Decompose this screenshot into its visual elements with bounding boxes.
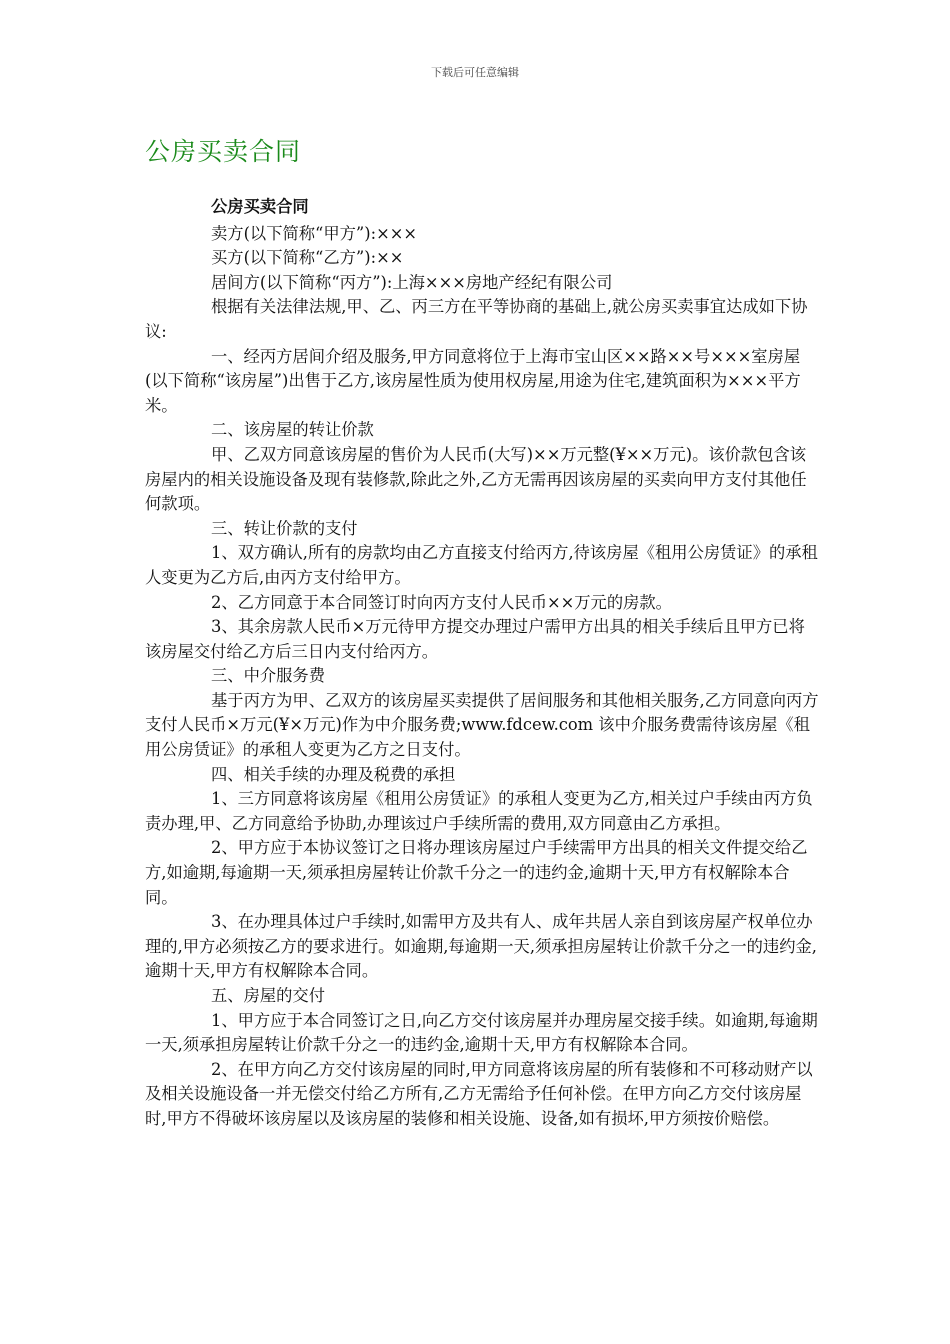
seller-line: 卖方(以下简称“甲方”):××× <box>211 223 418 243</box>
section-heading-service-fee: 三、中介服务费 <box>211 666 325 686</box>
intermediary-line: 居间方(以下简称“丙方”):上海×××房地产经纪有限公司 <box>211 272 613 292</box>
section-heading-procedures: 四、相关手续的办理及税费的承担 <box>211 764 456 784</box>
contract-subtitle: 公房买卖合同 <box>211 197 309 216</box>
delivery-item-1: 1、甲方应于本合同签订之日,向乙方交付该房屋并办理房屋交接手续。如逾期,每逾期一天,须承担房屋转让价款千分之一的违约金,逾期十天,甲方有权解除本合同。 <box>145 1010 818 1055</box>
section-heading-payment: 三、转让价款的支付 <box>211 518 358 538</box>
payment-item-3: 3、其余房款人民币×万元待甲方提交办理过户需甲方出具的相关手续后且甲方已将该房屋交付给乙方后三日内支付给丙方。 <box>145 617 805 661</box>
buyer-line: 买方(以下简称“乙方”):×× <box>211 248 404 268</box>
contract-body <box>145 195 820 1132</box>
procedures-item-2: 2、甲方应于本协议签订之日将办理该房屋过户手续需甲方出具的相关文件提交给乙方,如逾期,每逾期一天,须承担房屋转让价款千分之一的违约金,逾期十天,甲方有权解除本合同。 <box>145 838 808 907</box>
procedures-item-1: 1、三方同意将该房屋《租用公房赁证》的承租人变更为乙方,相关过户手续由丙方负责办理,甲、乙方同意给予协助,办理该过户手续所需的费用,双方同意由乙方承担。 <box>145 789 813 833</box>
payment-item-1: 1、双方确认,所有的房款均由乙方直接支付给丙方,待该房屋《租用公房赁证》的承租人变更为乙方后,由丙方支付给甲方。 <box>145 543 818 587</box>
procedures-item-3: 3、在办理具体过户手续时,如需甲方及共有人、成年共居人亲自到该房屋产权单位办理的,甲方必须按乙方的要求进行。如逾期,每逾期一天,须承担房屋转让价款千分之一的违约金,逾期十天,甲方有权解除本合同。 <box>145 912 817 981</box>
section-heading-delivery: 五、房屋的交付 <box>211 986 325 1005</box>
payment-item-2: 2、乙方同意于本合同签订时向丙方支付人民币××万元的房款。 <box>211 592 672 612</box>
service-fee-paragraph: 基于丙方为甲、乙双方的该房屋买卖提供了居间服务和其他相关服务,乙方同意向丙方支付人民币×万元(¥×万元)作为中介服务费;www.fdcew.com 该中介服务费需待该房屋《租用公房赁证》的承租人变更为乙方之日支付。 <box>145 690 819 760</box>
preamble-paragraph: 根据有关法律法规,甲、乙、丙三方在平等协商的基础上,就公房买卖事宜达成如下协议: <box>145 297 808 341</box>
section-heading-price: 二、该房屋的转让价款 <box>211 420 374 440</box>
clause-1-paragraph: 一、经丙方居间介绍及服务,甲方同意将位于上海市宝山区××路××号×××室房屋(以下简称“该房屋”)出售于乙方,该房屋性质为使用权房屋,用途为住宅,建筑面积为×××平方米。 <box>145 346 801 415</box>
page-header-note: 下载后可任意编辑 <box>431 66 519 79</box>
delivery-item-2: 2、在甲方向乙方交付该房屋的同时,甲方同意将该房屋的所有装修和不可移动财产以及相关设施设备一并无偿交付给乙方所有,乙方无需给予任何补偿。在甲方向乙方交付该房屋时,甲方不得破坏该房屋以及该房屋的装修和相关设施、设备,如有损坏,甲方须按价赔偿。 <box>145 1059 813 1128</box>
document-title: 公房买卖合同 <box>145 137 302 166</box>
price-paragraph: 甲、乙双方同意该房屋的售价为人民币(大写)××万元整(¥××万元)。该价款包含该房屋内的相关设施设备及现有装修款,除此之外,乙方无需再因该房屋的买卖向甲方支付其他任何款项。 <box>145 444 807 514</box>
